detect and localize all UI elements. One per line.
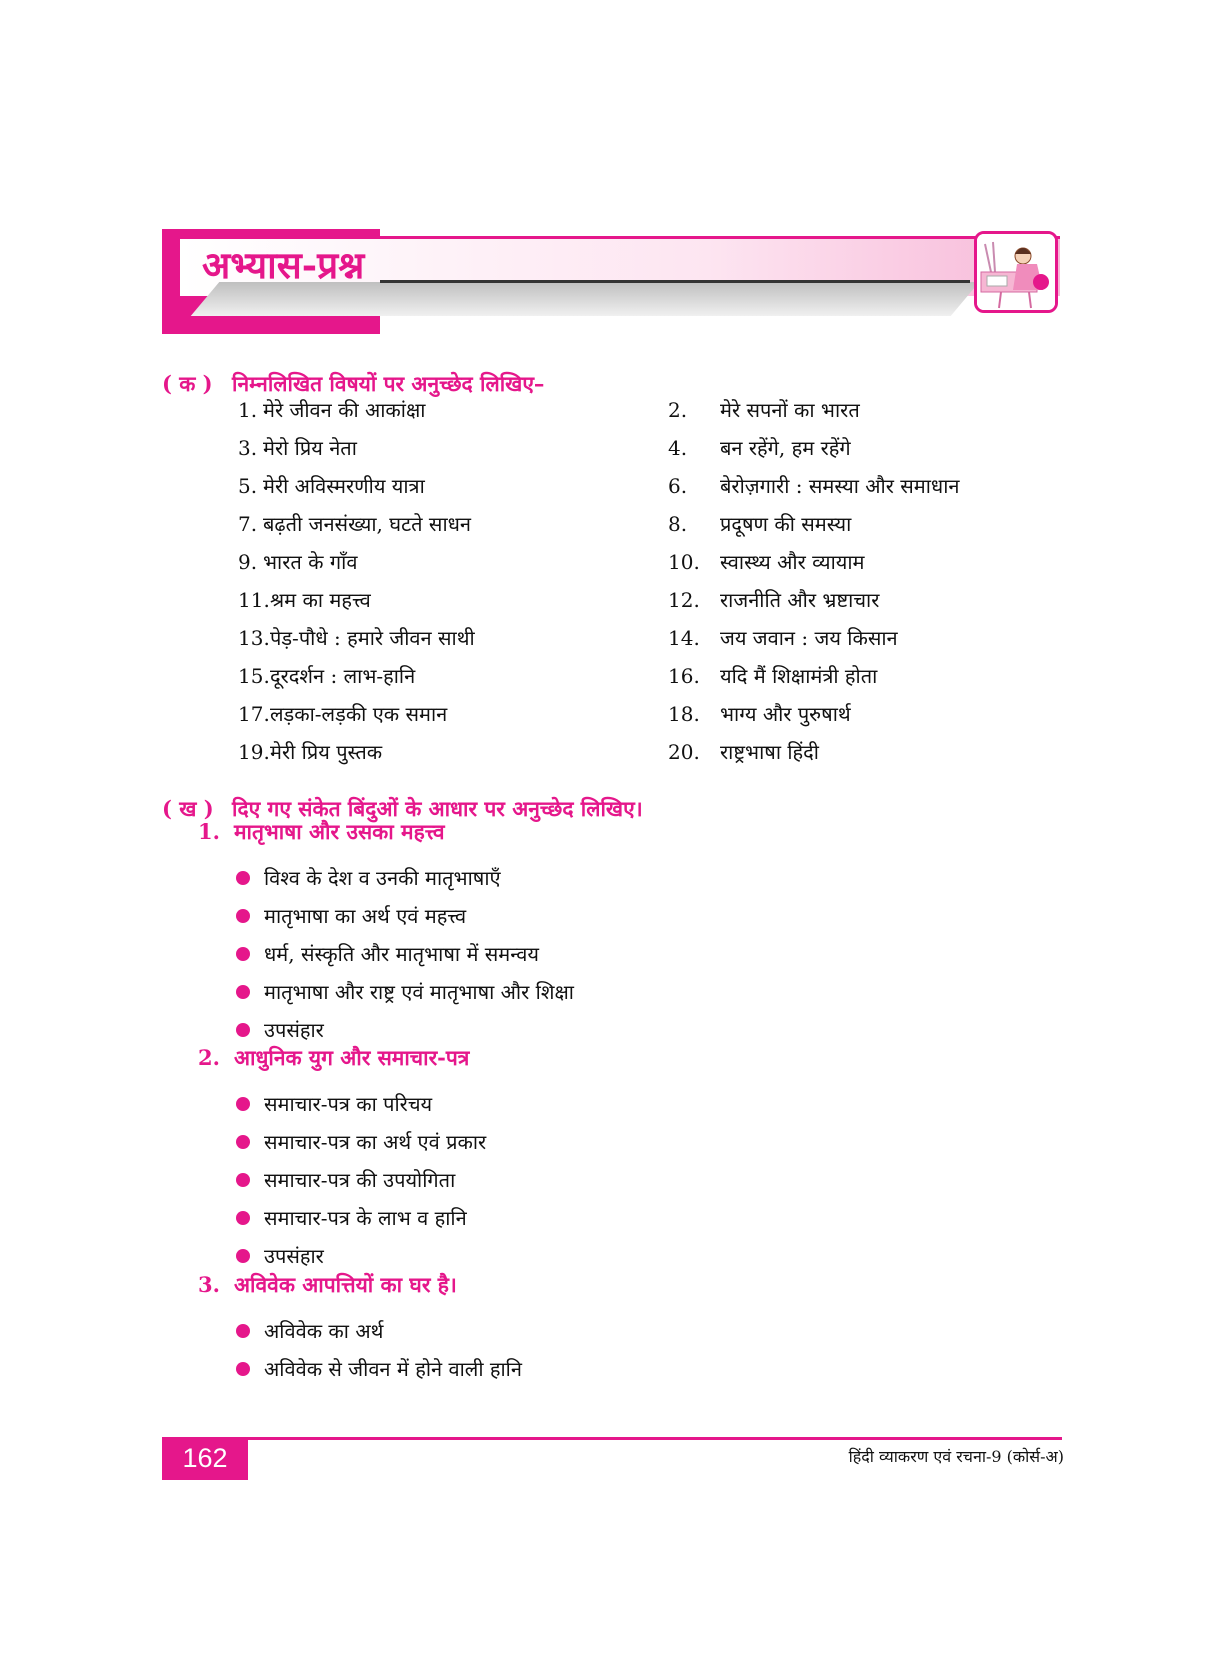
bullet-point [236, 1204, 467, 1231]
topic-item [668, 472, 960, 500]
topic-item [238, 510, 471, 538]
topic-item [668, 396, 860, 424]
section-b-title: दिए गए संकेत बिंदुओं के आधार पर अनुच्छेद लिखिए। [232, 796, 643, 821]
page-title: अभ्यास-प्रश्न [202, 243, 365, 287]
topic-text: मेरे सपनों का भारत [720, 398, 860, 422]
topic-item [238, 434, 357, 462]
bullet-text: समाचार-पत्र की उपयोगिता [264, 1168, 456, 1192]
topic-item [238, 586, 371, 614]
bullet-text: उपसंहार [264, 1244, 324, 1268]
topic-text: भारत के गाँव [263, 550, 358, 574]
bullet-icon [236, 1097, 250, 1111]
subtopic-number: 1. [198, 819, 220, 844]
subtopic-number: 3. [198, 1272, 220, 1297]
topic-text: मेरे जीवन की आकांक्षा [263, 398, 426, 422]
bullet-text: धर्म, संस्कृति और मातृभाषा में समन्वय [264, 942, 539, 966]
bullet-icon [236, 1135, 250, 1149]
bullet-icon [236, 1362, 250, 1376]
bullet-point [236, 1128, 486, 1155]
topic-item [668, 434, 851, 462]
topic-number: 6. [668, 474, 688, 498]
subtopic-title: आधुनिक युग और समाचार-पत्र [234, 1045, 470, 1070]
topic-number: 2. [668, 398, 688, 422]
bullet-icon [236, 909, 250, 923]
topic-text: बन रहेंगे, हम रहेंगे [720, 436, 851, 460]
bullet-point [236, 864, 501, 891]
topic-number: 7. [238, 512, 258, 536]
girl-studying-illustration-icon [974, 231, 1058, 313]
topic-number: 5. [238, 474, 258, 498]
section-a-title: निम्नलिखित विषयों पर अनुच्छेद लिखिए– [232, 371, 545, 396]
bullet-point [236, 978, 574, 1005]
subtopic-title: अविवेक आपत्तियों का घर है। [234, 1272, 457, 1297]
bullet-point [236, 1317, 383, 1344]
bullet-text: समाचार-पत्र के लाभ व हानि [264, 1206, 467, 1230]
page-number: 162 [162, 1437, 248, 1480]
topic-item [238, 472, 425, 500]
topic-number: 8. [668, 512, 688, 536]
topic-item [668, 700, 851, 728]
section-a-heading [162, 370, 544, 398]
bullet-text: विश्व के देश व उनकी मातृभाषाएँ [264, 866, 501, 890]
bullet-icon [236, 1173, 250, 1187]
subtopic-heading [198, 818, 445, 846]
bullet-text: समाचार-पत्र का अर्थ एवं प्रकार [264, 1130, 487, 1154]
topic-text: बेरोज़गारी : समस्या और समाधान [720, 474, 960, 498]
bullet-text: अविवेक से जीवन में होने वाली हानि [264, 1357, 522, 1381]
bullet-text: समाचार-पत्र का परिचय [264, 1092, 433, 1116]
topic-text: मेरो प्रिय नेता [263, 436, 357, 460]
topic-number: 10. [668, 550, 700, 574]
topic-number: 13. [238, 626, 270, 650]
footer-rule [162, 1437, 1062, 1440]
topic-item [668, 662, 877, 690]
bullet-icon [236, 1249, 250, 1263]
bullet-point [236, 1355, 522, 1382]
topic-number: 3. [238, 436, 258, 460]
topic-text: लड़का-लड़की एक समान [270, 702, 448, 726]
subtopic-number: 2. [198, 1045, 220, 1070]
bullet-icon [236, 871, 250, 885]
topic-text: स्वास्थ्य और व्यायाम [720, 550, 865, 574]
topic-text: प्रदूषण की समस्या [720, 512, 852, 536]
bullet-icon [236, 985, 250, 999]
topic-text: राजनीति और भ्रष्टाचार [720, 588, 880, 612]
subtopic-heading [198, 1271, 457, 1299]
topic-number: 4. [668, 436, 688, 460]
topic-number: 1. [238, 398, 258, 422]
bullet-point [236, 940, 539, 967]
topic-item [238, 624, 475, 652]
topic-text: मेरी अविस्मरणीय यात्रा [263, 474, 425, 498]
bullet-point [236, 902, 466, 929]
topic-text: जय जवान : जय किसान [720, 626, 898, 650]
subtopic-heading [198, 1044, 469, 1072]
topic-text: बढ़ती जनसंख्या, घटते साधन [263, 512, 472, 536]
topic-item [238, 738, 382, 766]
topic-number: 19. [238, 740, 270, 764]
topic-text: भाग्य और पुरुषार्थ [720, 702, 851, 726]
subtopic-title: मातृभाषा और उसका महत्त्व [234, 819, 445, 844]
topic-number: 18. [668, 702, 700, 726]
bullet-icon [236, 947, 250, 961]
topic-text: श्रम का महत्त्व [270, 588, 371, 612]
topic-item [238, 662, 415, 690]
bullet-text: उपसंहार [264, 1018, 324, 1042]
topic-text: पेड़-पौधे : हमारे जीवन साथी [270, 626, 475, 650]
topic-number: 9. [238, 550, 258, 574]
topic-text: मेरी प्रिय पुस्तक [270, 740, 383, 764]
topic-text: दूरदर्शन : लाभ-हानि [270, 664, 416, 688]
book-title: हिंदी व्याकरण एवं रचना-9 (कोर्स-अ) [848, 1447, 1064, 1466]
bullet-point [236, 1090, 432, 1117]
bullet-text: मातृभाषा का अर्थ एवं महत्त्व [264, 904, 467, 928]
topic-item [668, 586, 879, 614]
topic-number: 12. [668, 588, 700, 612]
bullet-text: मातृभाषा और राष्ट्र एवं मातृभाषा और शिक्षा [264, 980, 574, 1004]
topic-item [238, 548, 357, 576]
topic-number: 11. [238, 588, 270, 612]
topic-number: 14. [668, 626, 700, 650]
topic-number: 17. [238, 702, 270, 726]
bullet-icon [236, 1324, 250, 1338]
topic-number: 15. [238, 664, 270, 688]
topic-item [668, 548, 865, 576]
bullet-point [236, 1242, 324, 1269]
topic-text: राष्ट्रभाषा हिंदी [720, 740, 819, 764]
topic-item [238, 700, 447, 728]
topic-number: 16. [668, 664, 700, 688]
bullet-icon [236, 1023, 250, 1037]
topic-number: 20. [668, 740, 700, 764]
bullet-text: अविवेक का अर्थ [264, 1319, 384, 1343]
topic-item [668, 510, 851, 538]
topic-text: यदि मैं शिक्षामंत्री होता [720, 664, 878, 688]
bullet-point [236, 1016, 324, 1043]
topic-item [668, 738, 819, 766]
bullet-point [236, 1166, 455, 1193]
header-rule [380, 280, 970, 283]
topic-item [668, 624, 898, 652]
section-b-marker: ( ख ) [162, 796, 214, 821]
section-a-marker: ( क ) [162, 371, 213, 396]
topic-item [238, 396, 426, 424]
bullet-icon [236, 1211, 250, 1225]
